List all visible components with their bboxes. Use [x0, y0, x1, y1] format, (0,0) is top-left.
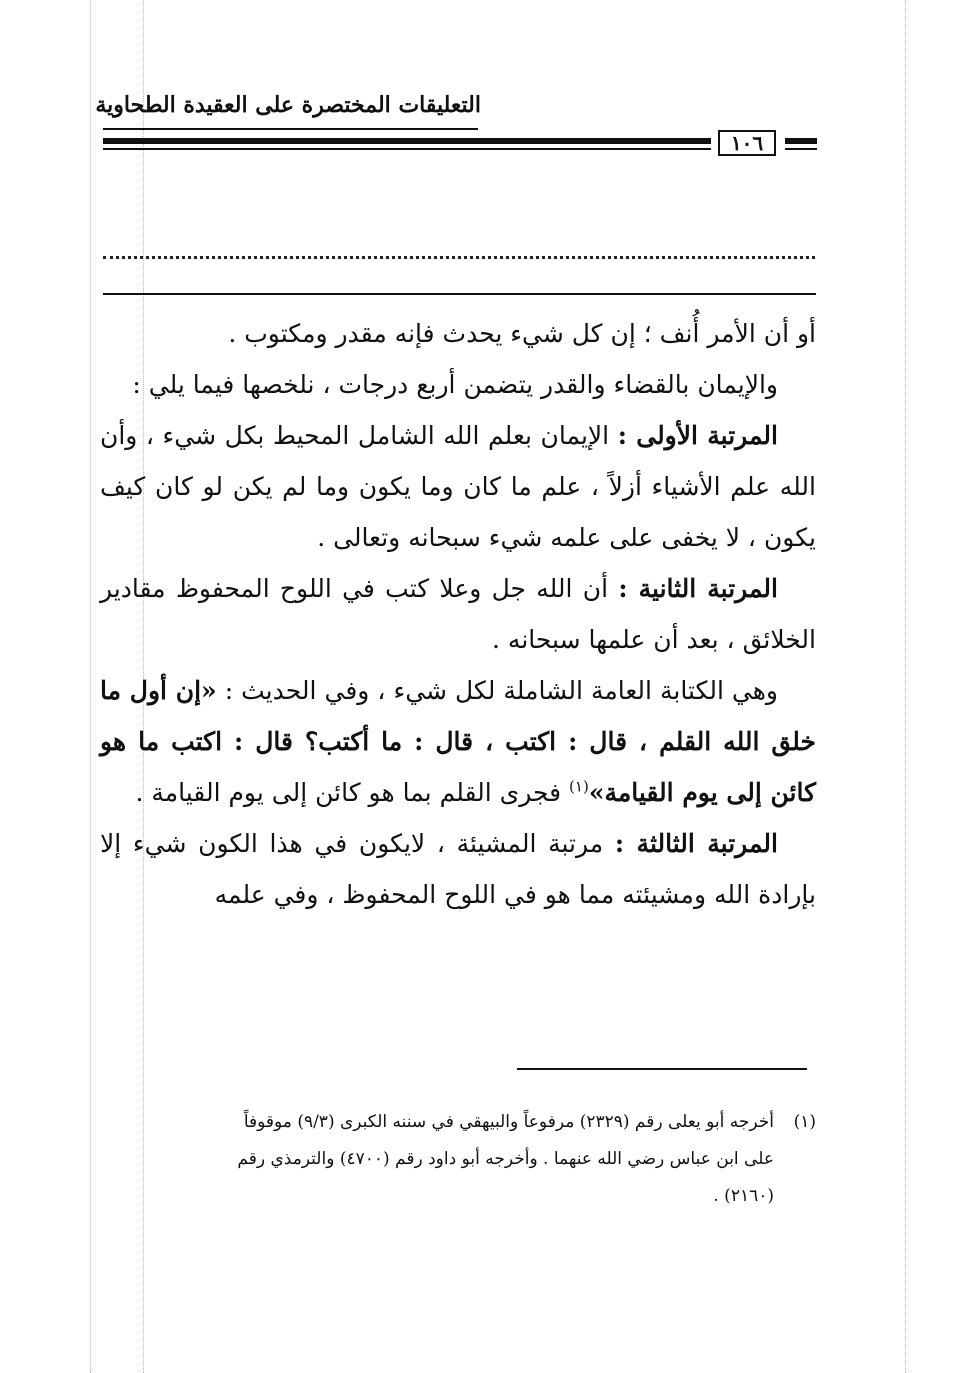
paragraph-text: فجرى القلم بما هو كائن إلى يوم القيامة . — [135, 778, 570, 807]
paragraph-text: وهي الكتابة العامة الشاملة لكل شيء ، وفي الحديث : — [216, 676, 778, 705]
header-rule-thin — [103, 128, 478, 130]
hadith-quote: «إن أول ما خلق الله القلم ، قال : اكتب ، قال : ما أكتب؟ قال : اكتب ما هو كائن إلى يوم القيامة» — [100, 676, 816, 807]
rank-label: المرتبة الثانية : — [618, 574, 778, 603]
rank-label: المرتبة الثالثة : — [614, 829, 778, 858]
running-header-title: التعليقات المختصرة على العقيدة الطحاوية — [95, 92, 481, 118]
footnote-reference: (١) — [569, 777, 589, 796]
header-rule-right — [785, 138, 817, 144]
paragraph: أو أن الأمر أُنف ؛ إن كل شيء يحدث فإنه مقدر ومكتوب . — [228, 319, 816, 348]
paragraph — [100, 665, 816, 818]
footnote-text: أخرجه أبو يعلى رقم (٢٣٢٩) مرفوعاً والبيهقي في سننه الكبرى (٩/٣) موقوفاً — [243, 1112, 774, 1132]
scan-margin-line — [905, 0, 906, 1373]
footnote-separator — [517, 1068, 807, 1070]
rank-label: المرتبة الأولى : — [617, 421, 778, 450]
page-number: ١٠٦ — [718, 130, 776, 156]
scan-margin-line — [90, 0, 91, 1373]
footnotes — [100, 1104, 816, 1215]
footnote-line: (٢١٦٠) . — [713, 1186, 774, 1206]
paragraph — [100, 818, 816, 920]
dotted-separator — [103, 256, 815, 259]
header-rule-right-under — [785, 148, 817, 150]
main-text — [100, 308, 816, 920]
footnote-line: على ابن عباس رضي الله عنهما . وأخرجه أبو داود رقم (٤٧٠٠) والترمذي رقم — [237, 1149, 774, 1169]
header-rule-under — [103, 148, 711, 150]
paragraph — [100, 563, 816, 665]
footnote-number: (١) — [793, 1112, 816, 1132]
paragraph: والإيمان بالقضاء والقدر يتضمن أربع درجات ، نلخصها فيما يلي : — [132, 370, 778, 399]
paragraph-text: أن الله جل وعلا كتب في اللوح المحفوظ مقادير الخلائق ، بعد أن علمها سبحانه . — [100, 574, 816, 654]
paragraph-text: مرتبة المشيئة ، لايكون في هذا الكون شيء إلا بإرادة الله ومشيئته مما هو في اللوح المحفوظ ، وفي علمه — [100, 829, 816, 909]
paragraph — [100, 410, 816, 563]
paragraph-text: الإيمان بعلم الله الشامل المحيط بكل شيء ، وأن الله علم الأشياء أزلاً ، علم ما كان وما يكون وما لم يكن لو كان كيف يكون ، لا يخفى على علمه شيء سبحانه وتعالى . — [100, 421, 816, 552]
header-rule-thick — [103, 138, 711, 144]
content-top-rule — [103, 293, 816, 295]
footnote-line — [100, 1104, 816, 1141]
